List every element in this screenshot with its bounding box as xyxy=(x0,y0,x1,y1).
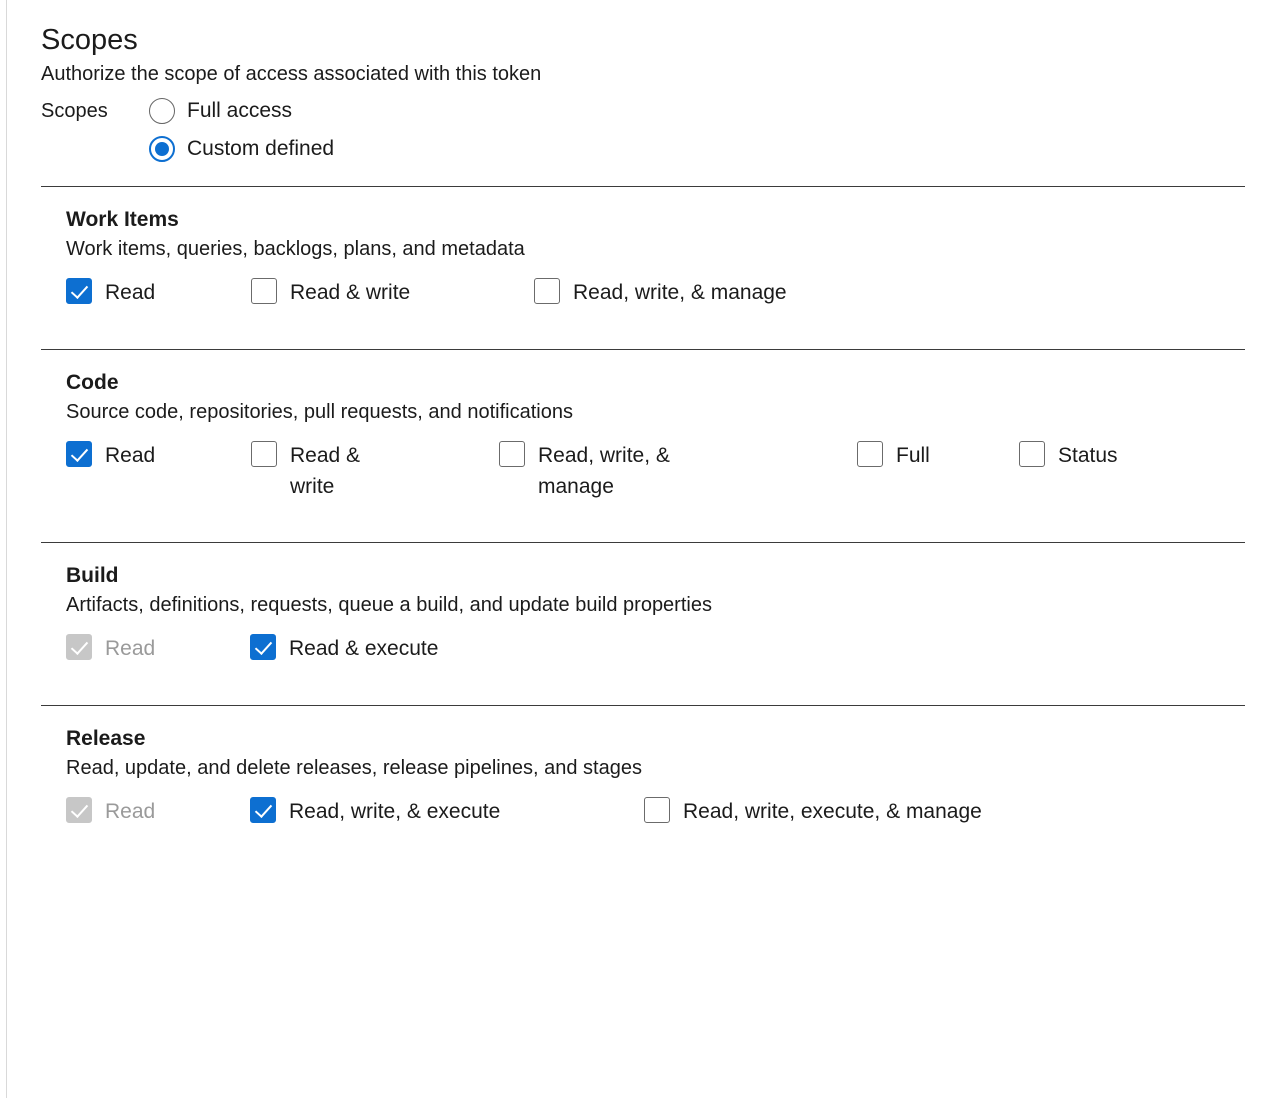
option-full[interactable] xyxy=(857,440,1019,472)
scope-group-release xyxy=(41,706,1251,850)
group-title: Release xyxy=(66,727,146,750)
option-read-write-execute-manage[interactable] xyxy=(644,796,982,828)
checkbox-read-write-execute-manage[interactable] xyxy=(644,797,670,823)
option-read-execute[interactable] xyxy=(250,633,438,665)
checkbox-read-write-manage[interactable] xyxy=(534,278,560,304)
checkbox-read-write[interactable] xyxy=(251,278,277,304)
checkbox-read xyxy=(66,797,92,823)
checkbox-read xyxy=(66,634,92,660)
option-status[interactable] xyxy=(1019,440,1118,472)
radio-custom-defined[interactable] xyxy=(149,136,175,162)
option-label: Read & write xyxy=(290,444,361,498)
option-read-write-execute[interactable] xyxy=(250,796,644,828)
option-label: Read, write, & manage xyxy=(538,444,670,498)
checkbox-read[interactable] xyxy=(66,441,92,467)
group-description: Read, update, and delete releases, release pipelines, and stages xyxy=(66,757,642,779)
radio-label-full-access: Full access xyxy=(187,99,293,122)
checkbox-read-write[interactable] xyxy=(251,441,277,467)
group-options xyxy=(66,277,1251,331)
checkbox-read-write-execute[interactable] xyxy=(250,797,276,823)
scope-group-work-items xyxy=(41,187,1251,331)
option-label: Read xyxy=(105,281,156,304)
option-label: Read, write, execute, & manage xyxy=(683,800,982,823)
option-label: Status xyxy=(1058,444,1118,467)
option-label: Full xyxy=(896,444,930,467)
group-options xyxy=(66,796,1251,850)
option-label: Read & execute xyxy=(289,637,439,660)
option-label: Read, write, & manage xyxy=(573,281,787,304)
left-edge-divider xyxy=(6,0,7,1098)
radio-label-custom-defined: Custom defined xyxy=(187,137,335,160)
option-read[interactable] xyxy=(66,277,251,309)
checkbox-read-execute[interactable] xyxy=(250,634,276,660)
scopes-field-label: Scopes xyxy=(41,99,108,122)
option-read-write[interactable] xyxy=(251,440,499,502)
group-description: Source code, repositories, pull requests, and notifications xyxy=(66,401,573,423)
option-read xyxy=(66,796,250,828)
group-title: Code xyxy=(66,371,119,394)
radio-row-custom-defined[interactable] xyxy=(41,130,1251,168)
scope-group-code xyxy=(41,350,1251,524)
scopes-radio-group xyxy=(41,92,1251,168)
option-label: Read & write xyxy=(290,281,411,304)
option-read-write[interactable] xyxy=(251,277,534,309)
option-read-write-manage[interactable] xyxy=(534,277,787,309)
option-label: Read xyxy=(105,800,156,823)
page-title: Scopes xyxy=(41,24,138,56)
group-description: Work items, queries, backlogs, plans, and metadata xyxy=(66,238,525,260)
option-label: Read xyxy=(105,444,156,467)
radio-row-full-access[interactable] xyxy=(41,92,1251,130)
checkbox-read-write-manage[interactable] xyxy=(499,441,525,467)
page-subtitle: Authorize the scope of access associated with this token xyxy=(41,63,542,85)
option-label: Read, write, & execute xyxy=(289,800,501,823)
scopes-content xyxy=(41,22,1251,850)
group-title: Build xyxy=(66,564,119,587)
group-title: Work Items xyxy=(66,208,179,231)
group-description: Artifacts, definitions, requests, queue a build, and update build properties xyxy=(66,594,712,616)
option-read-write-manage[interactable] xyxy=(499,440,857,502)
option-read xyxy=(66,633,250,665)
option-read[interactable] xyxy=(66,440,251,472)
checkbox-full[interactable] xyxy=(857,441,883,467)
group-options xyxy=(66,633,1251,687)
option-label: Read xyxy=(105,637,156,660)
group-options xyxy=(66,440,1251,524)
checkbox-read[interactable] xyxy=(66,278,92,304)
checkbox-status[interactable] xyxy=(1019,441,1045,467)
radio-full-access[interactable] xyxy=(149,98,175,124)
scope-group-build xyxy=(41,543,1251,687)
